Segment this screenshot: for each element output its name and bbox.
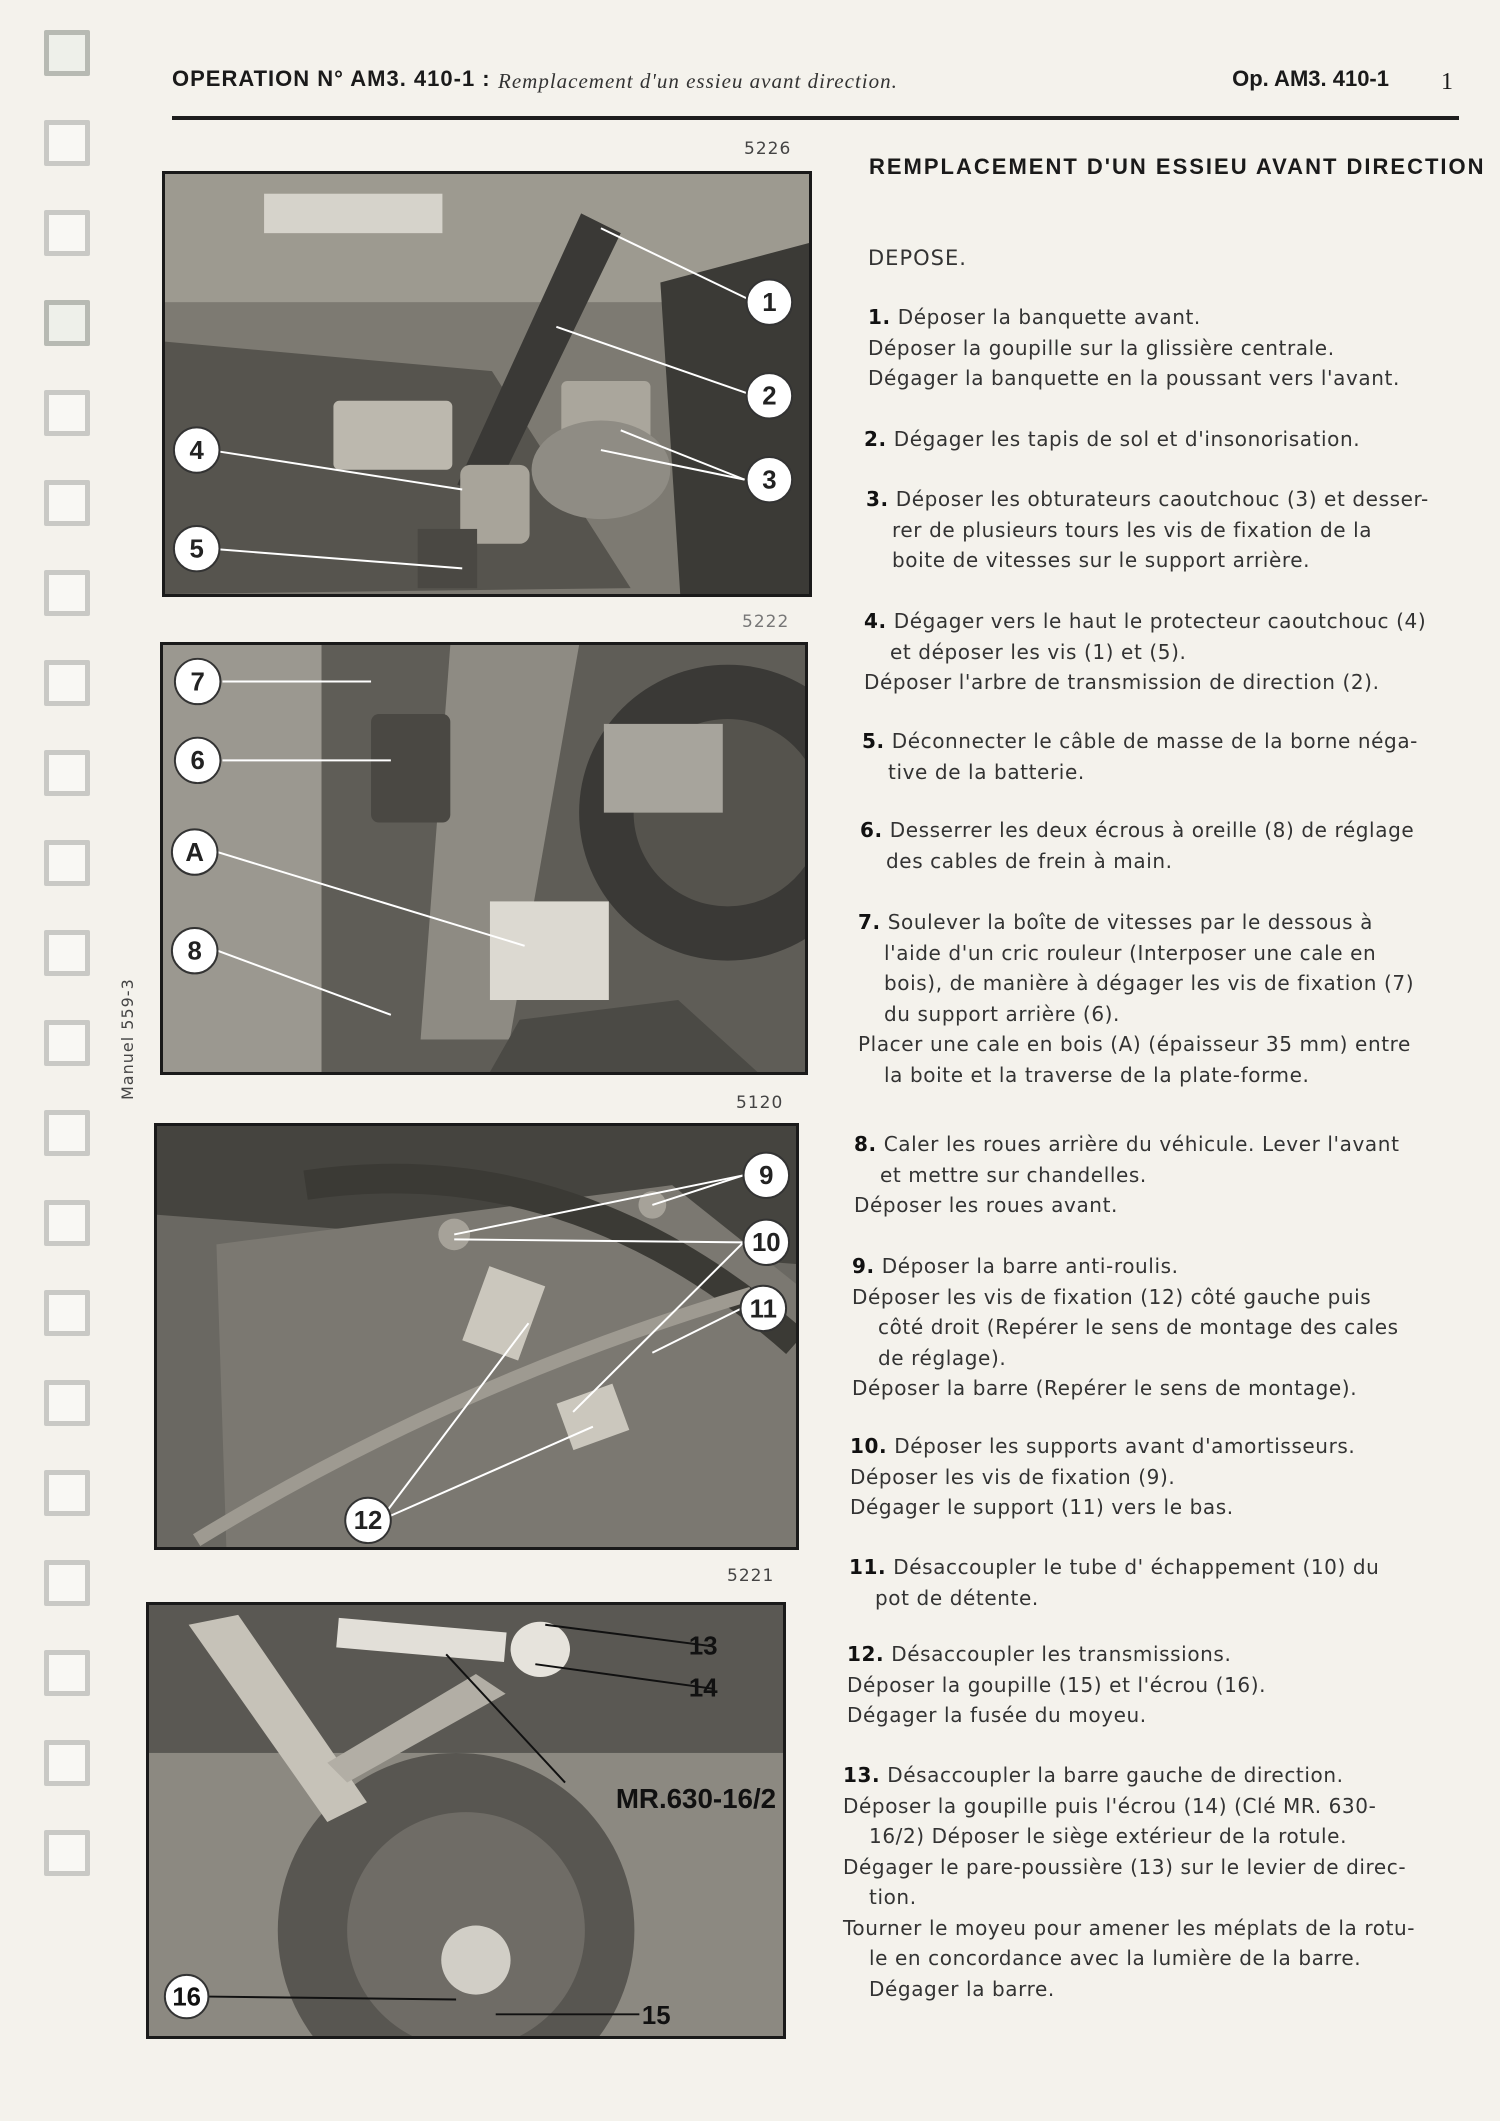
procedure-step [847, 1639, 1266, 1731]
step-line [864, 667, 1426, 698]
operation-number: OPERATION N° AM3. 410-1 : [172, 66, 491, 91]
step-text: tive de la batterie. [888, 759, 1085, 784]
binder-hole [44, 1110, 90, 1156]
procedure-step [860, 815, 1414, 876]
step-line [860, 846, 1414, 877]
step-text: bois), de manière à dégager les vis de fixation (7) [884, 971, 1415, 995]
step-number: 2. [864, 427, 887, 451]
callout-label: 15 [641, 2002, 671, 2031]
callout-label: 3 [762, 466, 777, 495]
callout-label: 13 [688, 1632, 718, 1661]
step-line [847, 1700, 1266, 1731]
step-text: Placer une cale en bois (A) (épaisseur 35 mm) entre [858, 1032, 1411, 1056]
step-line [868, 363, 1400, 394]
step-text: Déposer la goupille puis l'écrou (14) (Clé MR. 630- [843, 1793, 1377, 1818]
binder-hole [44, 1380, 90, 1426]
margin-label: Manuel 559-3 [118, 978, 137, 1100]
binder-hole [44, 1200, 90, 1246]
step-line [843, 1821, 1415, 1852]
step-number: 8. [854, 1132, 877, 1156]
binder-hole [44, 480, 90, 526]
operation-reference: Op. AM3. 410-1 [1232, 66, 1389, 91]
step-line [858, 907, 1414, 938]
photo-steering-rod-hub [146, 1602, 786, 2039]
step-line [850, 1431, 1355, 1462]
step-line [868, 333, 1400, 364]
step-text: côté droit (Repérer le sens de montage des cales [878, 1315, 1399, 1339]
step-line [864, 606, 1426, 637]
step-line [843, 1974, 1415, 2005]
step-line [858, 1060, 1414, 1091]
step-text: tion. [869, 1885, 917, 1909]
procedure-step [864, 606, 1426, 698]
step-text: du support arrière (6). [884, 1001, 1121, 1026]
step-line [858, 968, 1414, 999]
binder-hole [44, 1740, 90, 1786]
step-line [843, 1943, 1415, 1974]
callout-label: 9 [759, 1162, 774, 1191]
step-line [850, 1492, 1355, 1523]
step-line [860, 815, 1414, 846]
step-number: 3. [866, 487, 889, 511]
depose-heading: DEPOSE. [868, 246, 967, 270]
step-text: Déposer les roues avant. [854, 1193, 1118, 1217]
step-text: 16/2) Déposer le siège extérieur de la rotule. [869, 1824, 1348, 1848]
step-line [849, 1552, 1379, 1583]
step-text: Déposer la goupille sur la glissière centrale. [868, 335, 1335, 360]
procedure-step [849, 1552, 1379, 1613]
step-text: Désaccoupler le tube d' échappement (10) du [893, 1555, 1380, 1579]
step-text: pot de détente. [875, 1585, 1039, 1610]
binder-hole [44, 840, 90, 886]
step-number: 9. [852, 1254, 875, 1278]
step-text: Déposer les obturateurs caoutchouc (3) et desser- [895, 487, 1429, 511]
section-title: REMPLACEMENT D'UN ESSIEU AVANT DIRECTION [869, 154, 1486, 179]
procedure-step [850, 1431, 1355, 1523]
step-text: Déposer les vis de fixation (12) côté gauche puis [852, 1284, 1372, 1309]
callout-label: 10 [751, 1229, 781, 1258]
step-line [866, 484, 1429, 515]
callout-label: 8 [187, 937, 202, 966]
step-number: 7. [858, 910, 881, 934]
binder-hole [44, 120, 90, 166]
step-text: de réglage). [878, 1345, 1007, 1370]
callout-label: 11 [749, 1295, 777, 1324]
step-line [854, 1190, 1400, 1221]
step-text: Soulever la boîte de vitesses par le dessous à [887, 910, 1373, 934]
step-line [854, 1160, 1400, 1191]
step-text: et déposer les vis (1) et (5). [890, 639, 1187, 664]
callout-label: 7 [190, 668, 205, 697]
procedure-step [854, 1129, 1400, 1221]
tool-reference-label: MR.630-16/2 [615, 1783, 777, 1815]
callout-label: 5 [189, 535, 204, 564]
step-text: le en concordance avec la lumière de la barre. [869, 1946, 1362, 1970]
binder-hole [44, 1560, 90, 1606]
step-number: 4. [864, 609, 887, 633]
procedure-step [852, 1251, 1399, 1404]
step-text: Déposer les vis de fixation (9). [850, 1464, 1176, 1489]
step-text: Desserrer les deux écrous à oreille (8) de réglage [889, 818, 1415, 842]
photo-number: 5120 [736, 1093, 784, 1113]
step-number: 11. [849, 1555, 887, 1579]
step-text: Dégager la fusée du moyeu. [847, 1703, 1147, 1727]
binder-holes [44, 30, 104, 1920]
binder-hole [44, 300, 90, 346]
procedure-step [868, 302, 1400, 394]
page-header [172, 66, 1459, 120]
step-line [858, 999, 1414, 1030]
photo-gearbox-support [160, 642, 808, 1075]
step-number: 10. [850, 1434, 888, 1458]
binder-hole [44, 30, 90, 76]
binder-hole [44, 930, 90, 976]
step-line [852, 1282, 1399, 1313]
procedure-step [862, 726, 1418, 787]
step-line [866, 545, 1429, 576]
photo-number: 5222 [742, 612, 790, 632]
step-line [862, 726, 1418, 757]
step-number: 6. [860, 818, 883, 842]
step-line [843, 1913, 1415, 1944]
step-line [854, 1129, 1400, 1160]
step-line [862, 757, 1418, 788]
callout-label: 2 [762, 382, 777, 411]
callout-label: 16 [172, 1983, 201, 2012]
step-text: Déposer les supports avant d'amortisseurs. [894, 1434, 1356, 1458]
step-number: 5. [862, 729, 885, 753]
binder-hole [44, 1830, 90, 1876]
step-text: la boite et la traverse de la plate-forme. [884, 1062, 1310, 1087]
step-text: Caler les roues arrière du véhicule. Lever l'avant [883, 1132, 1400, 1156]
step-line [866, 515, 1429, 546]
callout-label: A [185, 839, 205, 867]
step-text: et mettre sur chandelles. [880, 1162, 1147, 1187]
binder-hole [44, 390, 90, 436]
step-line [849, 1583, 1379, 1614]
operation-subtitle: Remplacement d'un essieu avant direction. [498, 69, 898, 93]
step-text: des cables de frein à main. [886, 848, 1173, 873]
step-text: boite de vitesses sur le support arrière. [892, 548, 1311, 572]
step-text: l'aide d'un cric rouleur (Interposer une cale en [884, 940, 1377, 965]
step-text: Désaccoupler la barre gauche de direction. [887, 1763, 1344, 1787]
step-text: Déconnecter le câble de masse de la borne néga- [891, 729, 1419, 753]
step-line [858, 938, 1414, 969]
step-text: Déposer la barre anti-roulis. [881, 1254, 1179, 1278]
step-line [852, 1312, 1399, 1343]
step-line [852, 1343, 1399, 1374]
page-number: 1 [1441, 69, 1453, 95]
step-line [852, 1251, 1399, 1282]
procedure-step [843, 1760, 1415, 2004]
procedure-step [864, 424, 1360, 455]
step-line [843, 1791, 1415, 1822]
binder-hole [44, 1470, 90, 1516]
step-line [864, 424, 1360, 455]
step-number: 13. [843, 1763, 881, 1787]
photo-number: 5226 [744, 139, 792, 159]
binder-hole [44, 1020, 90, 1066]
binder-hole [44, 1290, 90, 1336]
step-text: Désaccoupler les transmissions. [891, 1642, 1232, 1666]
photo-front-axle-underside [154, 1123, 799, 1550]
step-line [843, 1852, 1415, 1883]
step-text: Dégager le support (11) vers le bas. [850, 1495, 1234, 1519]
step-text: Dégager la banquette en la poussant vers l'avant. [868, 366, 1400, 390]
step-text: Dégager la barre. [869, 1976, 1055, 2001]
callout-label: 12 [353, 1507, 383, 1536]
step-number: 12. [847, 1642, 885, 1666]
callout-label: 4 [189, 436, 204, 465]
callout-label: 1 [762, 289, 777, 318]
callout-label: 6 [190, 747, 205, 776]
step-line [847, 1639, 1266, 1670]
step-line [868, 302, 1400, 333]
step-text: Déposer la goupille (15) et l'écrou (16). [847, 1672, 1267, 1697]
step-line [843, 1882, 1415, 1913]
step-number: 1. [868, 305, 891, 329]
step-line [864, 637, 1426, 668]
step-text: Déposer la barre (Repérer le sens de montage). [852, 1376, 1358, 1400]
step-line [852, 1373, 1399, 1404]
step-text: Dégager les tapis de sol et d'insonorisation. [893, 427, 1361, 451]
step-text: Dégager le pare-poussière (13) sur le levier de direc- [843, 1854, 1407, 1879]
binder-hole [44, 1650, 90, 1696]
photo-steering-column [162, 171, 812, 597]
step-line [843, 1760, 1415, 1791]
binder-hole [44, 570, 90, 616]
step-line [850, 1462, 1355, 1493]
binder-hole [44, 750, 90, 796]
callout-label: 14 [688, 1674, 718, 1703]
step-text: Dégager vers le haut le protecteur caoutchouc (4) [893, 609, 1427, 633]
binder-hole [44, 660, 90, 706]
step-line [847, 1670, 1266, 1701]
procedure-step [858, 907, 1414, 1090]
binder-hole [44, 210, 90, 256]
step-text: Tourner le moyeu pour amener les méplats de la rotu- [843, 1915, 1416, 1940]
procedure-step [866, 484, 1429, 576]
photo-number: 5221 [727, 1566, 775, 1586]
step-line [858, 1029, 1414, 1060]
step-text: Déposer l'arbre de transmission de direction (2). [864, 670, 1380, 694]
step-text: Déposer la banquette avant. [897, 305, 1201, 329]
step-text: rer de plusieurs tours les vis de fixation de la [892, 517, 1373, 542]
